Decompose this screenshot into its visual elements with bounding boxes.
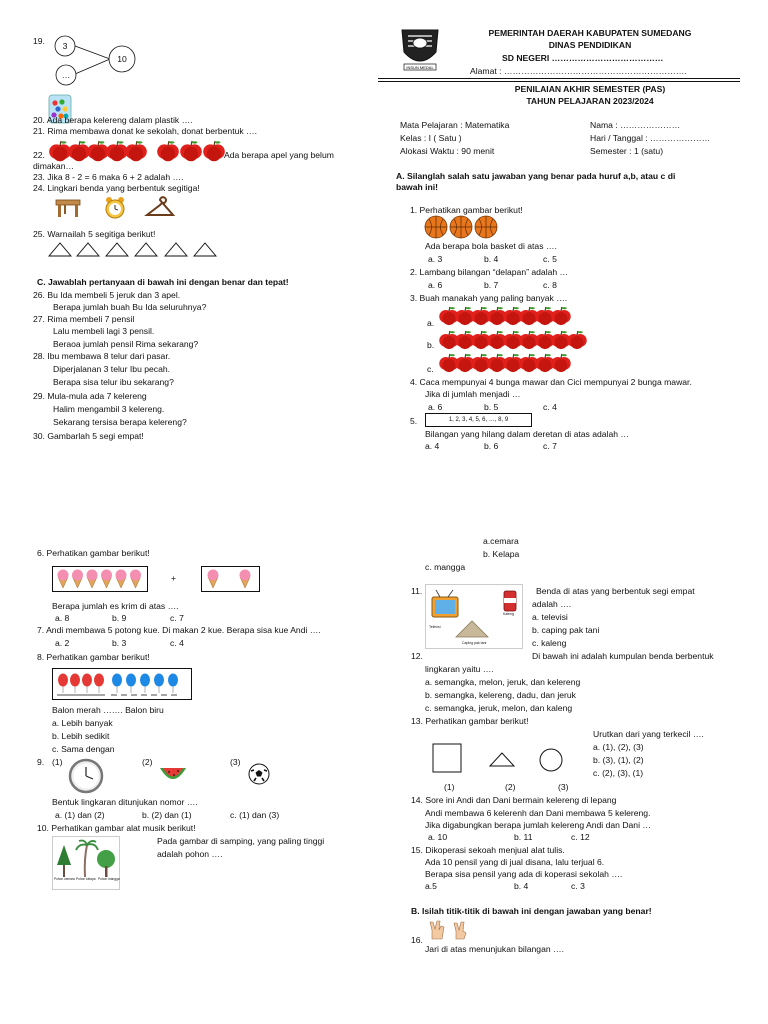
q12-question: Di bawah ini adalah kumpulan benda berbentuk (532, 651, 714, 661)
q6-option-c: c. 7 (170, 613, 184, 623)
q1-option-c: c. 5 (543, 254, 557, 264)
q29-line3: Sekarang tersisa berapa kelereng? (53, 417, 187, 427)
q5-option-b: b. 6 (484, 441, 499, 451)
q30-text: 30. Gambarlah 5 segi empat! (33, 431, 144, 441)
header-government: PEMERINTAH DAERAH KABUPATEN SUMEDANG (488, 28, 692, 38)
balloon-icon (112, 674, 122, 694)
header-rule (378, 78, 740, 79)
watermelon-slice-icon (158, 764, 188, 784)
q14-line2: Andi membawa 6 kelerenh dan Dani membawa 5 kelereng. (425, 808, 651, 818)
objects-image (425, 584, 523, 649)
q5-option-a: a. 4 (425, 441, 440, 451)
section-c-title: C. Jawablah pertanyaan di bawah ini dengan benar dan tepat! (37, 277, 289, 287)
q1-question: Ada berapa bola basket di atas …. (425, 241, 557, 251)
header-school: SD NEGERI ………………………………… (502, 53, 664, 63)
exam-year: TAHUN PELAJARAN 2023/2024 (526, 96, 654, 106)
apple-icon (87, 141, 109, 161)
basketball-icon (450, 216, 472, 238)
apple-icon (125, 141, 147, 161)
q11-number: 11. (411, 586, 423, 596)
q2-option-a: a. 6 (428, 280, 443, 290)
icecream-box-left (52, 566, 148, 592)
q19-node-a: 3 (62, 41, 68, 51)
q8-question: Balon merah ……. Balon biru (52, 705, 164, 715)
svg-text:INSUN MEDAL: INSUN MEDAL (406, 65, 434, 70)
object-label-can: Kaleng (503, 612, 514, 616)
q26-line1: 26. Bu Ida membeli 5 jeruk dan 3 apel. (33, 290, 181, 300)
q2-text: 2. Lambang bilangan “delapan” adalah … (410, 267, 569, 277)
q6-question: Berapa jumlah es krim di atas …. (52, 601, 179, 611)
q14-option-c: c. 12 (571, 832, 590, 842)
objects-illustration (426, 585, 522, 648)
q10-option-a: a.cemara (483, 536, 519, 546)
q15-option-b: b. 4 (514, 881, 529, 891)
hanger-icon (145, 196, 175, 220)
q22-question-cont: dimakan… (33, 161, 75, 171)
q6-option-b: b. 9 (112, 613, 127, 623)
q19-node-c: … (61, 70, 71, 80)
q9-label-2: (2) (142, 757, 153, 767)
q13-text: 13. Perhatikan gambar berikut! (411, 716, 529, 726)
balloon-icon (154, 674, 164, 694)
q15-option-c: c. 3 (571, 881, 585, 891)
q3-text: 3. Buah manakah yang paling banyak …. (410, 293, 568, 303)
balloon-icon (126, 674, 136, 694)
q6-text: 6. Perhatikan gambar berikut! (37, 548, 150, 558)
header-rule-thin (378, 81, 740, 82)
ice-cream-icon (87, 570, 98, 589)
basketball-icon (425, 216, 447, 238)
basketball-icon (475, 216, 497, 238)
q16-number: 16. (411, 935, 423, 945)
balloon-icon (168, 674, 178, 694)
apples-image (49, 138, 225, 162)
apples-row-a (440, 305, 575, 327)
q4-text-cont: Jika di jumlah menjadi … (425, 389, 521, 399)
section-b-title: B. Isilah titik-titik di bawah ini dengan jawaban yang benar! (411, 906, 652, 916)
q12-question-cont: lingkaran yaitu …. (425, 664, 494, 674)
q9-option-b: b. (2) dan (1) (142, 810, 192, 820)
q3-option-b: b. (427, 340, 435, 350)
tree-label-kelapa: Pohon kelapa (76, 877, 96, 881)
q9-question: Bentuk lingkaran ditunjukan nomor …. (52, 797, 198, 807)
q8-text: 8. Perhatikan gambar berikut! (37, 652, 150, 662)
q15-line3: Berapa sisa pensil yang ada di koperasi sekolah …. (425, 869, 623, 879)
q8-option-a: a. Lebih banyak (52, 718, 113, 728)
header-address: Alamat : ………………………………………………………. (470, 66, 687, 76)
balloon-icon (140, 674, 150, 694)
ice-cream-icon (116, 570, 127, 589)
q4-option-b: b. 5 (484, 402, 499, 412)
q19-number: 19. (33, 36, 45, 46)
q29-line2: Halim mengambil 3 kelereng. (53, 404, 165, 414)
q22-number: 22. (33, 150, 45, 160)
q2-option-b: b. 7 (484, 280, 499, 290)
q5-number: 5. (410, 416, 418, 426)
ice-cream-icon (101, 570, 112, 589)
school-emblem-logo (398, 26, 442, 72)
ice-cream-icon (72, 570, 83, 589)
q8-option-c: c. Sama dengan (52, 744, 115, 754)
q11-question: Benda di atas yang berbentuk segi empat (536, 586, 695, 596)
ice-cream-icon (130, 570, 141, 589)
icecream-box-right (201, 566, 260, 592)
meta-class: Kelas : I ( Satu ) (400, 133, 462, 143)
q20-text: 20. Ada berapa kelereng dalam plastik …. (33, 115, 193, 125)
q6-plus: + (171, 573, 177, 583)
triangles-to-color (48, 241, 223, 258)
balloon-icon (82, 674, 92, 694)
balloon-icon (70, 674, 80, 694)
q3-option-c: c. (427, 364, 434, 374)
q10-text: 10. Perhatikan gambar alat musik berikut! (37, 823, 196, 833)
tree-label-mangga: Pohon mangga (98, 877, 120, 881)
apple-icon (157, 141, 179, 161)
apple-icon (203, 141, 225, 161)
q5-question: Bilangan yang hilang dalam deretan di atas adalah … (425, 429, 630, 439)
q13-option-c: c. (2), (3), (1) (593, 768, 644, 778)
meta-name: Nama : ………………… (590, 120, 681, 130)
q4-option-c: c. 4 (543, 402, 557, 412)
q23-text: 23. Jika 8 - 2 = 6 maka 6 + 2 adalah …. (33, 172, 184, 182)
meta-semester: Semester : 1 (satu) (590, 146, 664, 156)
q16-question: Jari di atas menunjukan bilangan …. (425, 944, 565, 954)
q19-node-b: 10 (117, 54, 127, 64)
q13-order-question: Urutkan dari yang terkecil …. (593, 729, 704, 739)
q5-sequence-box: 1, 2, 3, 4, 5, 6, …, 8, 9 (425, 413, 532, 427)
icecream-group-two (204, 569, 257, 589)
q10-description-cont: adalah pohon …. (157, 849, 223, 859)
q14-option-a: a. 10 (428, 832, 448, 842)
exam-title: PENILAIAN AKHIR SEMESTER (PAS) (514, 84, 666, 94)
object-label-tv: Televisi (429, 625, 441, 629)
apple-icon (180, 141, 202, 161)
section-a-title-cont: bawah ini! (396, 182, 439, 192)
apples-row-c (440, 352, 575, 374)
header-agency: DINAS PENDIDIKAN (548, 40, 632, 50)
q11-option-c: c. kaleng (532, 638, 567, 648)
section-a-title: A. Silanglah salah satu jawaban yang benar pada huruf a,b, atau c di (396, 171, 676, 181)
q13-label-2: (2) (505, 782, 516, 792)
q12-option-c: c. semangka, jeruk, melon, dan kaleng (425, 703, 573, 713)
meta-date: Hari / Tanggal : ………………… (590, 133, 711, 143)
q9-option-a: a. (1) dan (2) (55, 810, 105, 820)
balloons-image (55, 671, 189, 697)
apple-icon (106, 141, 128, 161)
trees-image (52, 836, 120, 890)
q26-line2: Berapa jumlah buah Bu Ida seluruhnya? (53, 302, 207, 312)
meta-time: Alokasi Waktu : 90 menit (400, 146, 495, 156)
q2-option-c: c. 8 (543, 280, 557, 290)
q14-line3: Jika digabungkan berapa jumlah kelereng Andi dan Dani … (425, 820, 651, 830)
q9-label-1: (1) (52, 757, 63, 767)
q27-line3: Beraoa jumlah pensil Rima sekarang? (53, 339, 199, 349)
object-label-hat: Caping pak tani (462, 641, 487, 645)
balloon-icon (94, 674, 104, 694)
q13-option-a: a. (1), (2), (3) (593, 742, 644, 752)
q5-option-c: c. 7 (543, 441, 557, 451)
q24-text: 24. Lingkari benda yang berbentuk segitiga! (33, 183, 200, 193)
q7-option-b: b. 3 (112, 638, 127, 648)
q10-option-c: c. mangga (425, 562, 466, 572)
q3-option-a: a. (427, 318, 435, 328)
q12-number: 12. (411, 651, 423, 661)
balloon-icon (58, 674, 68, 694)
q9-label-3: (3) (230, 757, 241, 767)
apple-icon (68, 141, 90, 161)
table-icon (55, 198, 81, 218)
q9-option-c: c. (1) dan (3) (230, 810, 280, 820)
q15-option-a: a.5 (425, 881, 437, 891)
q12-option-a: a. semangka, melon, jeruk, dan kelereng (425, 677, 581, 687)
q13-label-1: (1) (444, 782, 455, 792)
ice-cream-icon (208, 570, 219, 589)
q28-line3: Berapa sisa telur ibu sekarang? (53, 377, 174, 387)
q11-option-b: b. caping pak tani (532, 625, 600, 635)
q27-line1: 27. Rima membeli 7 pensil (33, 314, 135, 324)
q28-line2: Diperjalanan 3 telur Ibu pecah. (53, 364, 171, 374)
q11-option-a: a. televisi (532, 612, 568, 622)
apple-icon (551, 307, 570, 325)
q28-line1: 28. Ibu membawa 8 telur dari pasar. (33, 351, 171, 361)
q1-text: 1. Perhatikan gambar berikut! (410, 205, 523, 215)
trees-illustration (53, 837, 119, 889)
soccer-ball-icon (247, 762, 271, 786)
q8-option-b: b. Lebih sedikit (52, 731, 110, 741)
q7-option-c: c. 4 (170, 638, 184, 648)
q14-line1: 14. Sore ini Andi dan Dani bermain kelereng di lepang (411, 795, 617, 805)
q29-line1: 29. Mula-mula ada 7 kelereng (33, 391, 147, 401)
q4-text: 4. Caca mempunyai 4 bunga mawar dan Cici mempunyai 2 bunga mawar. (410, 377, 692, 387)
q12-option-b: b. semangka, kelereng, dadu, dan jeruk (425, 690, 576, 700)
q15-line2: Ada 10 pensil yang di jual disana, lalu terjual 6. (425, 857, 605, 867)
q14-option-b: b. 11 (514, 832, 533, 842)
hand-fingers-icon (428, 919, 474, 941)
q10-description: Pada gambar di samping, yang paling tinggi (157, 836, 325, 846)
q1-option-a: a. 3 (428, 254, 443, 264)
q13-label-3: (3) (558, 782, 569, 792)
basketballs-image (424, 216, 504, 238)
q15-line1: 15. Dikoperasi sekoah menjual alat tulis. (411, 845, 565, 855)
shapes-square-triangle-circle (430, 742, 570, 774)
apple-icon (567, 331, 586, 349)
q6-option-a: a. 8 (55, 613, 70, 623)
q21-text: 21. Rima membawa donat ke sekolah, donat berbentuk …. (33, 126, 258, 136)
q7-option-a: a. 2 (55, 638, 70, 648)
ice-cream-icon (240, 570, 251, 589)
apples-row-b (440, 329, 575, 351)
q4-option-a: a. 6 (428, 402, 443, 412)
icecream-group-six (55, 569, 145, 589)
tree-label-cemara: Pohon cemara (54, 877, 75, 881)
q10-option-b: b. Kelapa (483, 549, 520, 559)
q22-question: Ada berapa apel yang belum (224, 150, 334, 160)
q9-number: 9. (37, 757, 45, 767)
q25-text: 25. Warnailah 5 segitiga berikut! (33, 229, 156, 239)
q11-question-cont: adalah …. (532, 599, 572, 609)
q1-option-b: b. 4 (484, 254, 499, 264)
ice-cream-icon (58, 570, 69, 589)
balloon-box (52, 668, 192, 700)
q13-option-b: b. (3), (1), (2) (593, 755, 644, 765)
wall-clock-icon (68, 758, 104, 794)
apple-icon (551, 354, 570, 372)
q27-line2: Lalu membeli lagi 3 pensil. (53, 326, 155, 336)
meta-subject: Mata Pelajaran : Matematika (400, 120, 510, 130)
alarm-clock-icon (104, 196, 126, 220)
apple-icon (49, 141, 71, 161)
q7-text: 7. Andi membawa 5 potong kue. Di makan 2 kue. Berapa sisa kue Andi …. (37, 625, 321, 635)
